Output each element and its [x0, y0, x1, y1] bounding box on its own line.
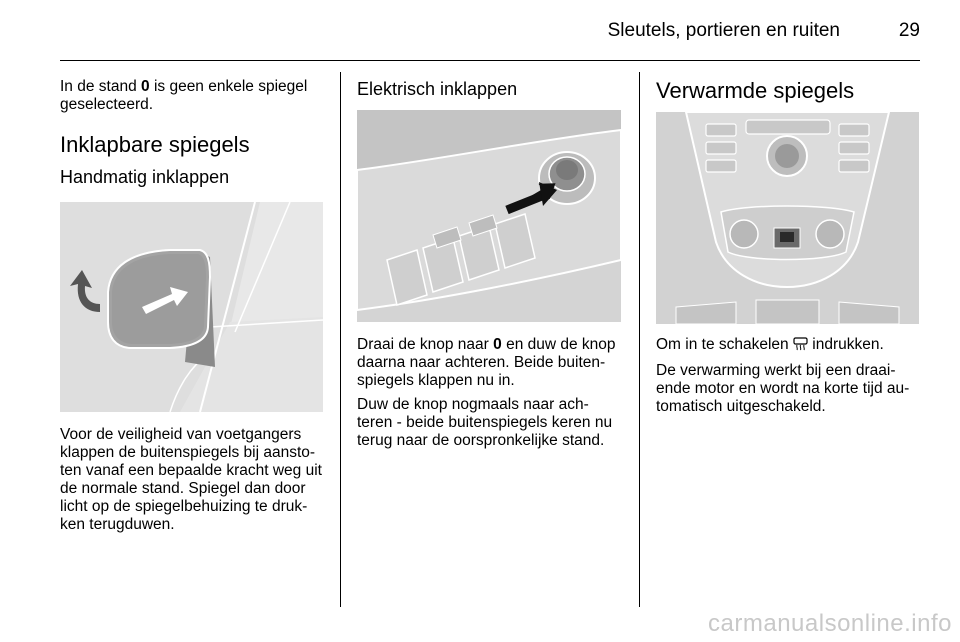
mirror-manual-fold-illustration [60, 202, 323, 412]
subheading-manual-folding: Handmatig inklappen [60, 167, 230, 187]
heated-mirror-paragraph-2: De verwarming werkt bij een draai-ende motor en wordt na korte tijd au-tomatisch uitgeschakeld. [656, 362, 910, 415]
watermark: carmanualsonline.info [708, 610, 952, 637]
column-divider-1 [340, 72, 341, 607]
electric-fold-paragraph-2: Duw de knop nogmaals naar ach-teren - beide buitenspiegels keren nu terug naar de oorspronkelijke stand. [357, 396, 613, 449]
heated-mirror-button-illustration [656, 112, 919, 324]
heated-mirror-icon [793, 336, 808, 356]
section-heading-electric-folding: Elektrisch inklappen [357, 79, 518, 99]
electric-fold-paragraph-1: Draai de knop naar 0 en duw de knop daarna naar achteren. Beide buiten-spiegels klappen nu in. [357, 336, 616, 389]
section-heading-heated-mirrors: Verwarmde spiegels [656, 78, 855, 103]
mirror-switch-illustration [357, 110, 621, 322]
intro-paragraph: In de stand 0 is geen enkele spiegel geselecteerd. [60, 78, 308, 113]
section-heading-foldable-mirrors: Inklapbare spiegels [60, 132, 250, 157]
column-1 [60, 78, 325, 540]
safety-paragraph: Voor de veiligheid van voetgangers klappen de buitenspiegels bij aansto-ten vanaf een bepaalde kracht weg uit de normale stand. Spiegel dan door licht op de spiegelbehuizing te druk-ken terugduwen. [60, 426, 322, 533]
column-3 [656, 78, 921, 422]
page-number: 29 [898, 20, 920, 41]
page-title: Sleutels, portieren en ruiten [607, 20, 840, 41]
heated-mirror-paragraph-1: Om in te schakelen indrukken. [656, 336, 921, 356]
column-divider-2 [639, 72, 640, 607]
column-2 [357, 78, 622, 456]
page-header [60, 0, 920, 61]
